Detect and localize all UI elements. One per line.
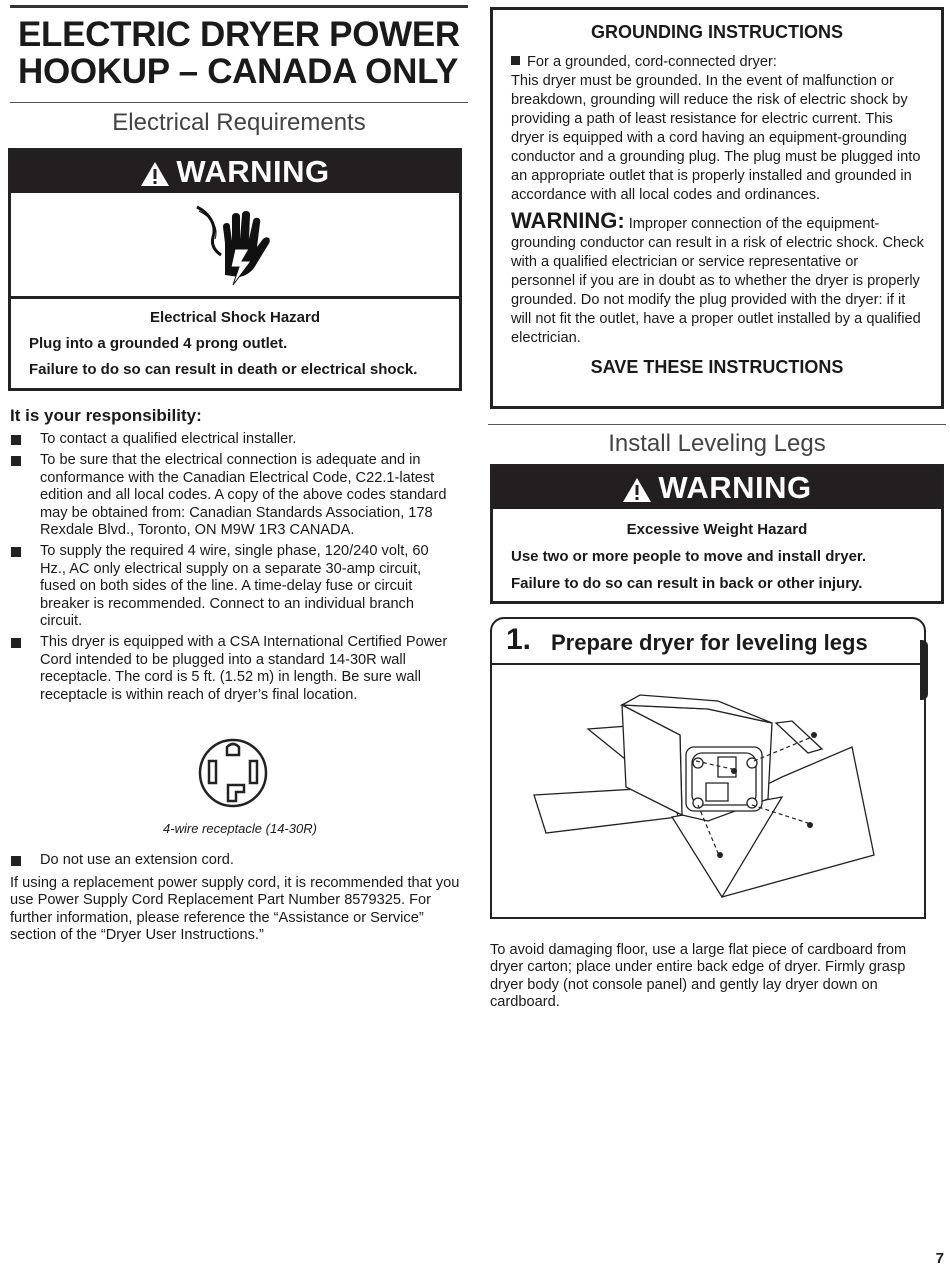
step-title: Prepare dryer for leveling legs [551, 630, 868, 655]
weight-hazard-title: Excessive Weight Hazard [626, 521, 808, 538]
top-rule [10, 5, 468, 8]
shock-warning-line-1: Plug into a grounded 4 prong outlet. [29, 335, 288, 352]
step-header-divider [492, 663, 924, 665]
step-1-box [490, 617, 926, 919]
grounding-warning-text: Improper connection of the equipment-grounding conductor can result in a risk of electric shock. Check with a qualified electrician or service representative or personnel if you are in doubt as to whether the dryer is properly grounded. Do not modify the plug provided with the dryer: if it will not fit the outlet, have a proper outlet installed by a qualified electrician. [511, 216, 924, 346]
grounding-lead-text: For a grounded, cord-connected dryer: [527, 54, 777, 70]
electric-shock-hand-icon [195, 203, 275, 289]
dryer-on-cardboard-illustration [522, 687, 912, 907]
grounding-body: This dryer must be grounded. In the event of malfunction or breakdown, grounding will reduce the risk of electric shock by providing a path of least resistance for electric current. This dryer is equipped with a cord having an equipment-grounding conductor and a grounding plug. The plug must be plugged into an appropriate outlet that is properly installed and grounded in accordance with all local codes and ordinances. [511, 73, 921, 203]
warning-label: WARNING [176, 154, 330, 189]
receptacle-14-30r-icon [197, 733, 269, 813]
step-number: 1. [506, 623, 532, 656]
warning-label: WARNING [658, 470, 812, 505]
grounding-title: GROUNDING INSTRUCTIONS [591, 22, 843, 42]
grounding-warning [493, 208, 941, 348]
electrical-warning-box [8, 148, 462, 391]
replacement-cord-paragraph: If using a replacement power supply cord, it is recommended that you use Power Supply Cord Replacement Part Number 8579325. For further information, please reference the “Assistance or Service” section of the “Dryer User Instructions.” [10, 875, 460, 944]
bullet-square-icon [511, 56, 520, 65]
responsibility-list [10, 431, 450, 708]
page-title [18, 16, 460, 90]
list-item: To be sure that the electrical connection is adequate and in conformance with the Canadian Electrical Code, C22.1-latest edition and all local codes. A copy of the above codes standard may be obtained from: Canadian Standards Association, 178 Rexdale Blvd., Toronto, ON M9W 1R3 CANADA. [10, 452, 450, 539]
list-item: To supply the required 4 wire, single phase, 120/240 volt, 60 Hz., AC only electrical supply on a separate 30-amp circuit, fused on both sides of the line. A time-delay fuse or circuit breaker is recommended. Connect to an individual branch circuit. [10, 543, 450, 630]
extension-list [10, 852, 450, 873]
save-instructions: SAVE THESE INSTRUCTIONS [590, 357, 844, 377]
electrical-requirements-heading: Electrical Requirements [112, 109, 366, 136]
grounding-instructions-box [490, 7, 944, 409]
weight-warning-box [490, 464, 944, 604]
list-item: Do not use an extension cord. [10, 852, 450, 869]
responsibility-title: It is your responsibility: [10, 406, 202, 425]
shock-icon-area [11, 193, 459, 299]
warning-triangle-icon [140, 161, 170, 187]
weight-warning-line-2: Failure to do so can result in back or other injury. [511, 575, 863, 592]
list-item: To contact a qualified electrical installer. [10, 431, 450, 448]
receptacle-caption: 4-wire receptacle (14-30R) [163, 821, 317, 836]
list-item: This dryer is equipped with a CSA International Certified Power Cord intended to be plugged into a standard 14-30R wall receptacle. The cord is 5 ft. (1.52 m) in length. Be sure wall receptacle is within reach of dryer’s final location. [10, 634, 450, 704]
title-line-1: ELECTRIC DRYER POWER [18, 15, 460, 54]
leveling-divider [488, 424, 946, 425]
step-1-instructions: To avoid damaging floor, use a large flat piece of cardboard from dryer carton; place under entire back edge of dryer. Firmly grasp dryer body (not console panel) and gently lay dryer down on cardboard. [490, 942, 907, 1011]
grounding-warning-word: WARNING: [511, 208, 625, 233]
weight-warning-line-1: Use two or more people to move and install dryer. [511, 548, 867, 565]
grounding-lead [493, 53, 941, 72]
title-line-2: HOOKUP – CANADA ONLY [18, 52, 458, 91]
shock-hazard-title: Electrical Shock Hazard [149, 309, 321, 326]
warning-header [493, 467, 941, 509]
title-divider [10, 102, 468, 103]
shock-warning-line-2: Failure to do so can result in death or electrical shock. [29, 361, 418, 378]
warning-triangle-icon [622, 477, 652, 503]
install-leveling-legs-heading: Install Leveling Legs [608, 430, 826, 457]
page-number: 7 [935, 1250, 944, 1267]
warning-header [11, 151, 459, 193]
